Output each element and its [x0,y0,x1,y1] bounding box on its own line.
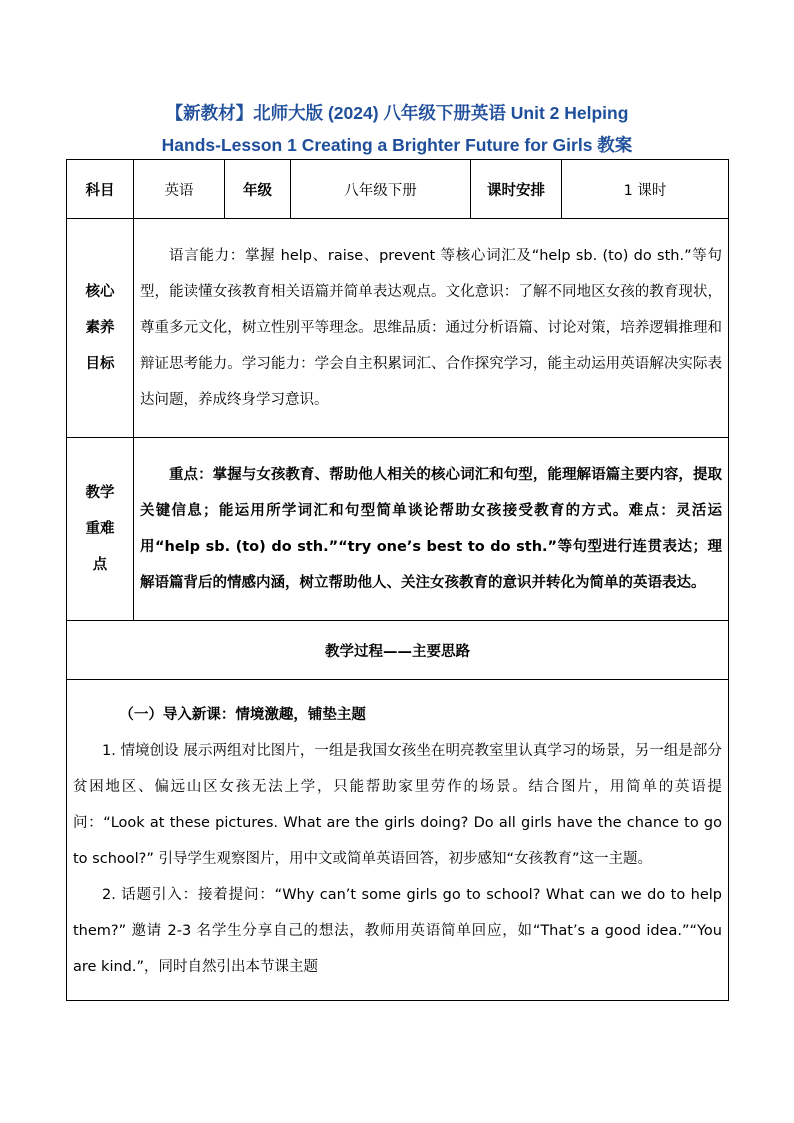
keypoints-text: 重点：掌握与女孩教育、帮助他人相关的核心词汇和句型，能理解语篇主要内容，提取关键信息；能运用所学词汇和句型简单谈论帮助女孩接受教育的方式。难点：灵活运用“help sb. (to) do sth.”“try one’s best to do sth.”等句型进行连贯表达；理解语篇背后的情感内涵，树立帮助他人、关注女孩教育的意识并转化为简单的英语表达。 [140,467,722,591]
process-content [67,680,729,1001]
grade-value: 八年级下册 [291,160,471,219]
lesson-plan-table [66,159,729,1001]
literacy-row [67,219,729,438]
process-paragraph-2: 2. 话题引入：接着提问：“Why can’t some girls go to school? What can we do to help them?” 邀请 2-3 名学生分享自己的想法，教师用英语简单回应，如“That’s a good idea.”“You are kind.”，同时自然引出本节课主题 [73,887,722,975]
process-paragraph-1: 1. 情境创设 展示两组对比图片，一组是我国女孩坐在明亮教室里认真学习的场景，另一组是部分贫困地区、偏远山区女孩无法上学，只能帮助家里劳作的场景。结合图片，用简单的英语提问：“Look at these pictures. What are the girls doing? Do all girls have the chance to go to school?” 引导学生观察图片，用中文或简单英语回答，初步感知“女孩教育”这一主题。 [73,743,722,867]
grade-label: 年级 [225,160,291,219]
keypoints-label-line: 教学 [85,485,115,501]
literacy-label-line: 核心 [85,284,115,300]
document-title [66,97,728,161]
period-value: 1 课时 [562,160,729,219]
process-subheading: （一）导入新课：情境激趣，铺垫主题 [119,707,366,723]
literacy-content [134,219,729,438]
keypoints-row [67,438,729,621]
subject-label: 科目 [67,160,134,219]
keypoints-label-line: 点 [92,557,108,573]
process-row [67,680,729,1001]
info-row [67,160,729,219]
subject-value: 英语 [134,160,225,219]
keypoints-label-line: 重难 [85,521,115,537]
process-heading-row [67,621,729,680]
literacy-label [67,219,134,438]
period-label: 课时安排 [471,160,562,219]
title-line-1: 【新教材】北师大版 (2024) 八年级下册英语 Unit 2 Helping [165,103,629,123]
literacy-label-line: 目标 [85,356,115,372]
literacy-text: 语言能力：掌握 help、raise、prevent 等核心词汇及“help sb. (to) do sth.”等句型，能读懂女孩教育相关语篇并简单表达观点。文化意识：了解不同地区女孩的教育现状，尊重多元文化，树立性别平等理念。思维品质：通过分析语篇、讨论对策，培养逻辑推理和辩证思考能力。学习能力：学会自主积累词汇、合作探究学习，能主动运用英语解决实际表达问题，养成终身学习意识。 [140,248,722,408]
keypoints-label [67,438,134,621]
title-line-2: Hands-Lesson 1 Creating a Brighter Future for Girls 教案 [161,135,633,155]
process-heading: 教学过程——主要思路 [67,621,729,680]
keypoints-content [134,438,729,621]
literacy-label-line: 素养 [85,320,115,336]
